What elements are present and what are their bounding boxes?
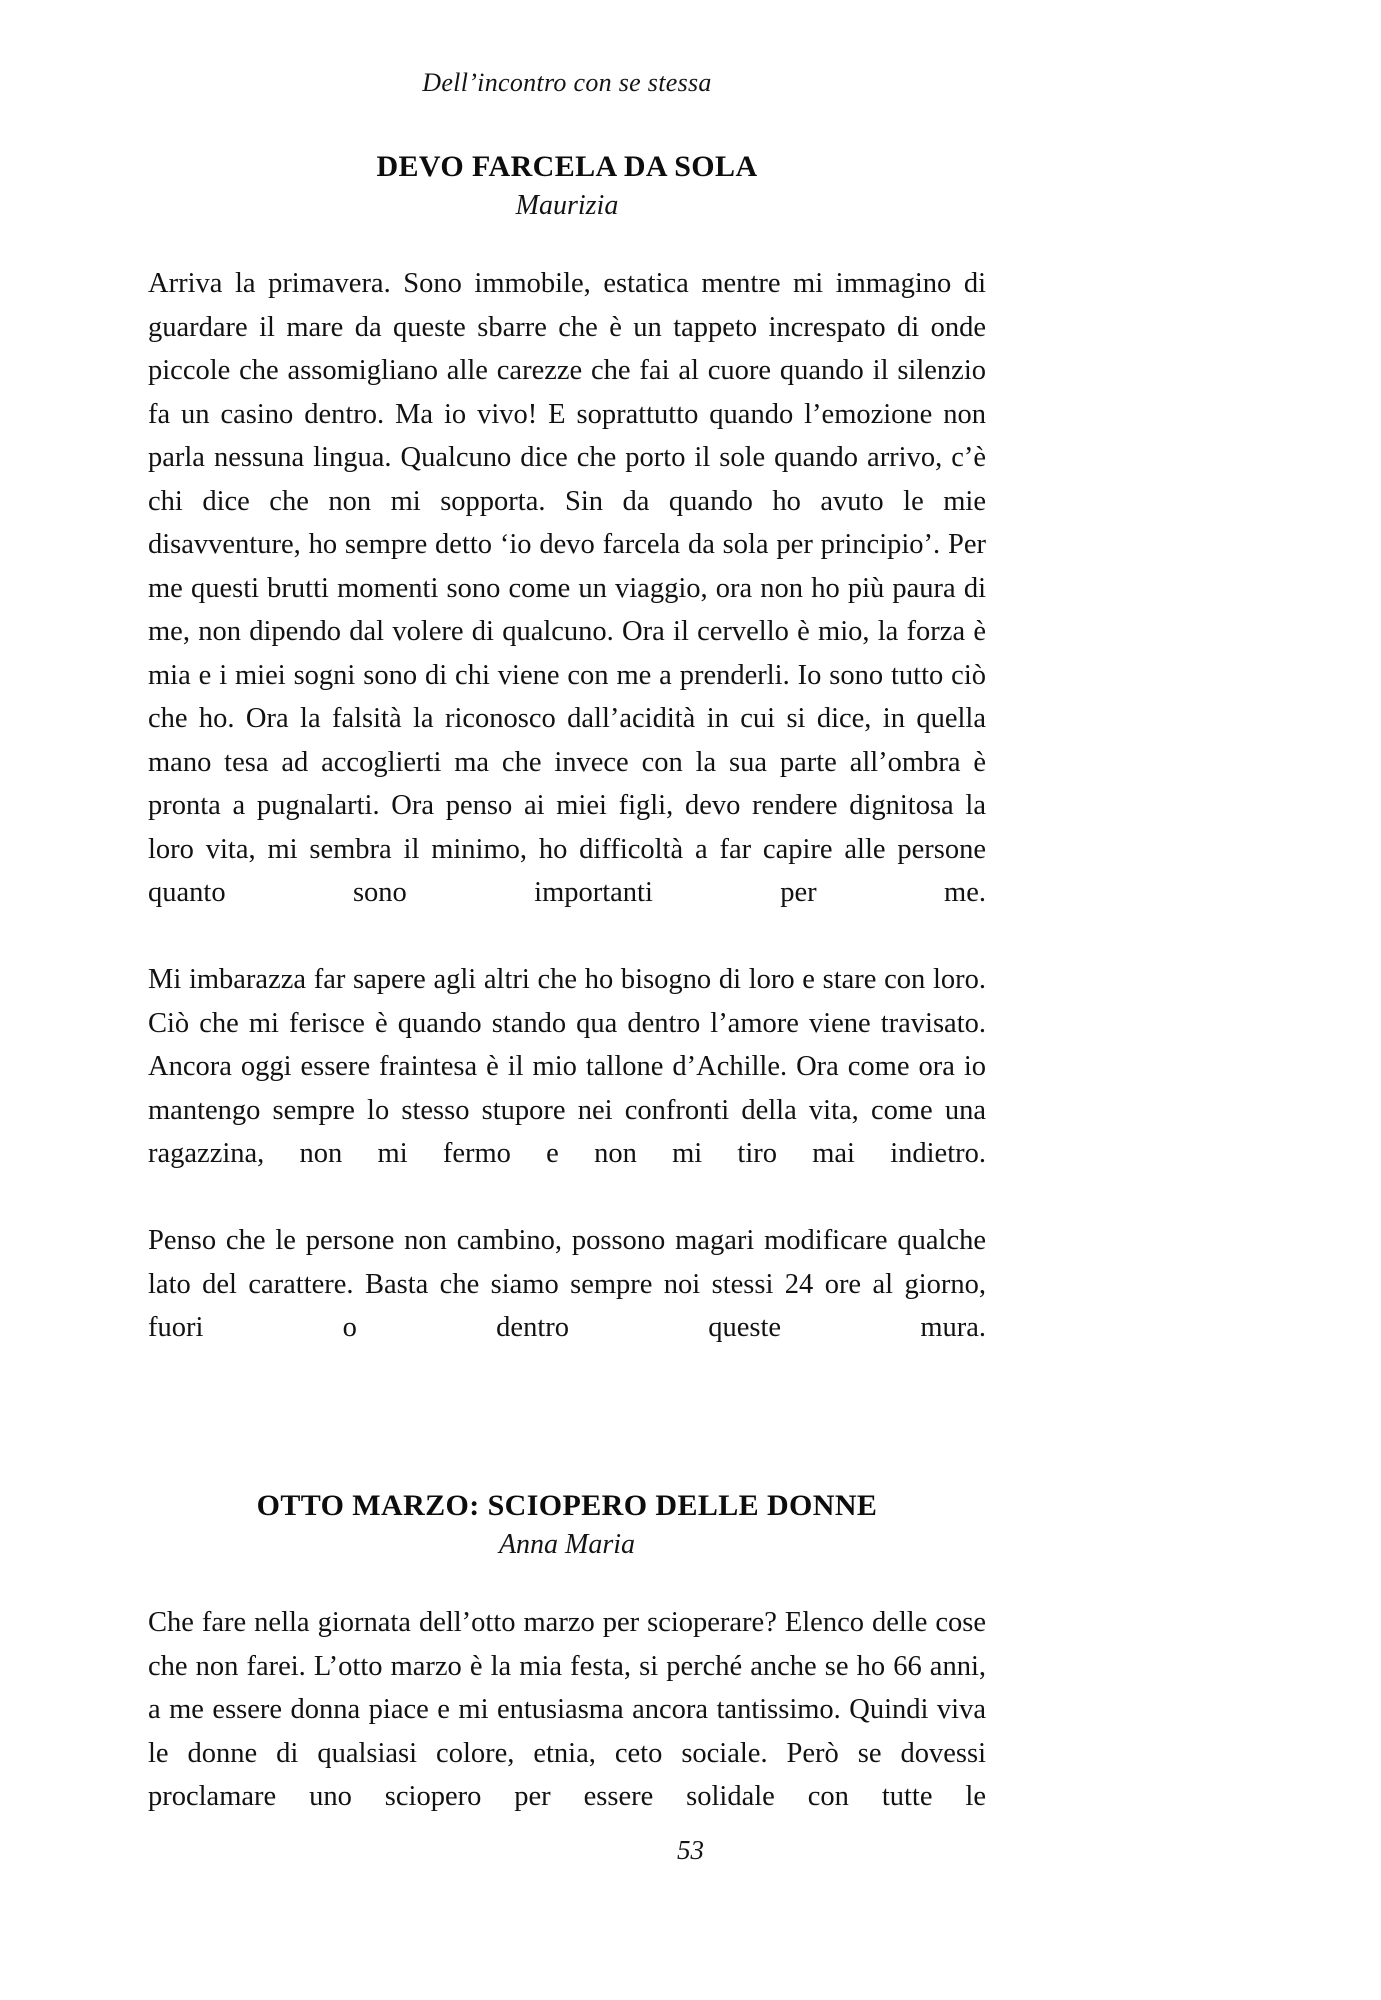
article-devo-farcela-da-sola (148, 150, 986, 1393)
article-byline: Anna Maria (498, 1529, 636, 1560)
page-content (148, 0, 986, 1862)
article-title: DEVO FARCELA DA SOLA (376, 150, 758, 183)
article-title: OTTO MARZO: SCIOPERO DELLE DONNE (256, 1489, 878, 1522)
paragraph: Penso che le persone non cambino, possono magari modificare qualche lato del carattere. Basta che siamo sempre noi stessi 24 ore al giorno, fuori o dentro queste mura. (148, 1225, 986, 1343)
paragraph: Che fare nella giornata dell’otto marzo per scioperare? Elenco delle cose che non farei. L’otto marzo è la mia festa, si perché anche se ho 66 anni, a me essere donna piace e mi entusiasma ancora tantissimo. Quindi viva le donne di qualsiasi colore, etnia, ceto sociale. Però se dovessi proclamare uno sciopero per essere solidale con tutte le (148, 1607, 986, 1812)
article-otto-marzo-sciopero-delle-donne (148, 1489, 986, 1862)
running-head: Dell’incontro con se stessa (422, 68, 712, 97)
article-body (148, 1601, 986, 1862)
paragraph: Arriva la primavera. Sono immobile, estatica mentre mi immagino di guardare il mare da queste sbarre che è un tappeto increspato di onde piccole che assomigliano alle carezze che fai al cuore quando il silenzio fa un casino dentro. Ma io vivo! E soprattutto quando l’emozione non parla nessuna lingua. Qualcuno dice che porto il sole quando arrivo, c’è chi dice che non mi sopporta. Sin da quando ho avuto le mie disavventure, ho sempre detto ‘io devo farcela da sola per principio’. Per me questi brutti momenti sono come un viaggio, ora non ho più paura di me, non dipendo dal volere di qualcuno. Ora il cervello è mio, la forza è mia e i miei sogni sono di chi viene con me a prenderli. Io sono tutto ciò che ho. Ora la falsità la riconosco dall’acidità in cui si dice, in quella mano tesa ad accoglierti ma che invece con la sua parte all’ombra è pronta a pugnalarti. Ora penso ai miei figli, devo rendere dignitosa la loro vita, mi sembra il minimo, ho difficoltà a far capire alle persone quanto sono importanti per me. (148, 268, 986, 908)
paragraph: Mi imbarazza far sapere agli altri che ho bisogno di loro e stare con loro. Ciò che mi ferisce è quando stando qua dentro l’amore viene travisato. Ancora oggi essere fraintesa è il mio tallone d’Achille. Ora come ora io mantengo sempre lo stesso stupore nei confronti della vita, come una ragazzina, non mi fermo e non mi tiro mai indietro. (148, 964, 986, 1169)
article-byline: Maurizia (515, 190, 619, 221)
page-number: 53 (677, 1835, 704, 1865)
article-body (148, 262, 986, 1393)
